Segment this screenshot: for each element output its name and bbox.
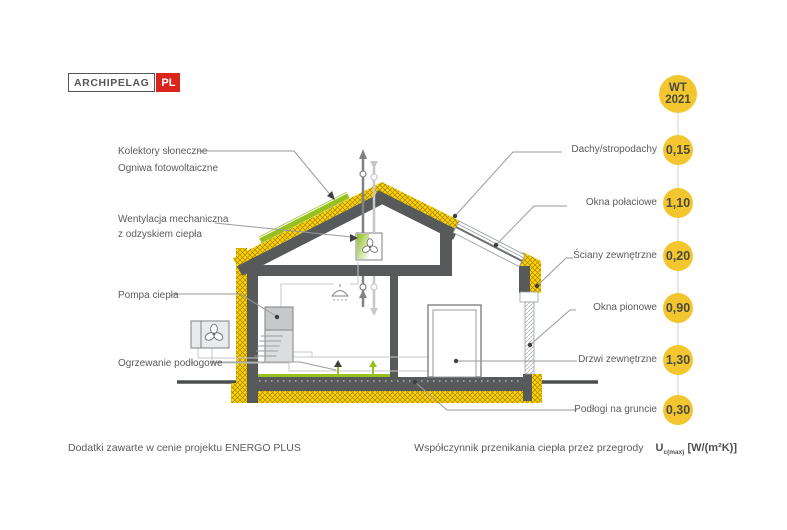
heat-pump-tank (254, 307, 293, 362)
label-roof-windows: Okna połaciowe (585, 197, 657, 208)
floor-insulation (247, 391, 542, 403)
caption-u-value (414, 442, 737, 456)
vertical-window (525, 302, 534, 374)
pointer-dot (275, 315, 279, 319)
value-roof-windows: 1,10 (663, 188, 693, 218)
logo-pl-box (156, 73, 180, 92)
window-lintel-box (520, 292, 538, 302)
arrow-down-icon (370, 161, 378, 169)
u-symbol-subscript: c(max) (663, 449, 685, 457)
label-roofs: Dachy/stropodachy (571, 144, 657, 155)
label-heat-pump: Pompa ciepła (118, 290, 179, 301)
pointer-roof-window (496, 206, 567, 245)
roof-window (453, 221, 525, 267)
caption-u-value-text: Współczynnik przenikania ciepła przez przegrody (414, 442, 644, 454)
logo-brand-text: ARCHIPELAG (74, 76, 150, 89)
value-vertical-windows: 0,90 (663, 293, 693, 323)
exhaust-pipe (359, 149, 367, 307)
label-ground-floors: Podłogi na gruncie (574, 404, 657, 415)
label-pv-cells: Ogniwa fotowoltaiczne (118, 163, 219, 174)
wall-right (519, 266, 530, 293)
arrow-up-icon (359, 290, 367, 298)
label-external-walls: Ściany zewnętrzne (573, 250, 657, 261)
label-solar-collectors: Kolektory słoneczne (118, 146, 208, 157)
label-ventilation (118, 212, 228, 242)
foundation-right (523, 374, 532, 401)
pointer-walls (537, 258, 573, 286)
label-external-doors: Drzwi zewnętrzne (578, 354, 657, 365)
u-value-formula (656, 442, 737, 456)
arrow-up-icon (359, 149, 367, 159)
wt-2021-badge (659, 75, 697, 113)
label-ventilation-line2: z odzyskiem ciepła (118, 229, 202, 240)
pointer-vertical-windows (530, 310, 576, 345)
floor-heating-arrow-1 (334, 360, 342, 375)
value-roofs: 0,15 (663, 135, 693, 165)
partition-wall (390, 276, 398, 377)
floor-heating-line (258, 374, 390, 377)
logo-brand-box (68, 73, 155, 92)
u-symbol: U (655, 442, 664, 454)
badge-line1: WT (669, 82, 687, 94)
logo-pl-text: PL (161, 76, 176, 89)
shower-icon (332, 284, 348, 302)
ceiling (257, 265, 452, 276)
exterior-door (428, 305, 481, 377)
label-vertical-windows: Okna pionowe (593, 302, 657, 313)
wall-left (247, 256, 258, 377)
foundation-right-insulation (532, 374, 542, 401)
floor-slab (250, 377, 537, 391)
pointer-solar-collectors (198, 151, 333, 198)
arrow-down-icon (370, 308, 378, 316)
badge-line2: 2021 (665, 94, 691, 106)
value-ground-floors: 0,30 (663, 395, 693, 425)
pointer-heat-pump (173, 294, 276, 316)
label-ventilation-line1: Wentylacja mechaniczna (118, 214, 229, 225)
value-external-walls: 0,20 (663, 241, 693, 271)
label-floor-heating: Ogrzewanie podłogowe (118, 358, 223, 369)
value-external-doors: 1,30 (663, 345, 693, 375)
u-units: [W/(m²K)] (687, 442, 737, 454)
ventilation-unit (356, 233, 382, 260)
floor-heating-arrow-2 (369, 360, 377, 375)
archipelag-logo (68, 73, 180, 92)
caption-addons: Dodatki zawarte w cenie projektu ENERGO PLUS (68, 442, 301, 454)
outdoor-unit (191, 321, 229, 348)
